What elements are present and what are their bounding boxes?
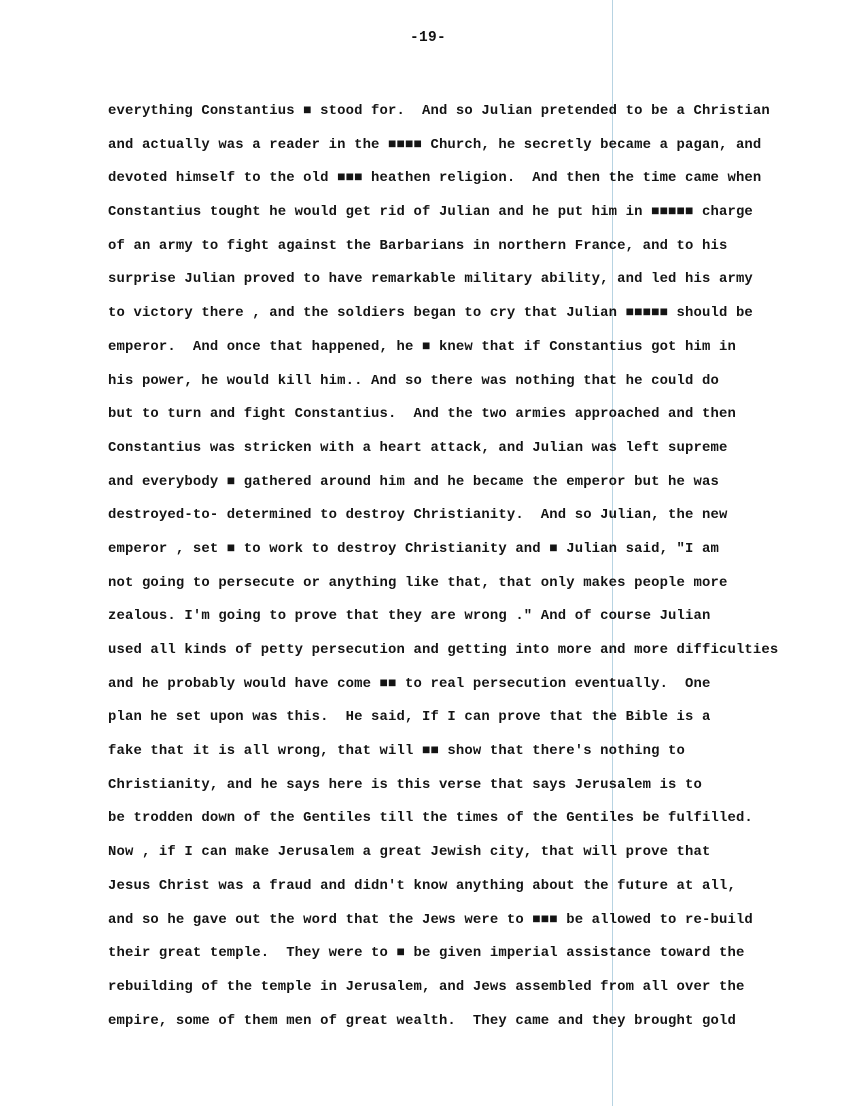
text-line: and he probably would have come ■■ to real persecution eventually. One xyxy=(108,675,711,692)
text-line: emperor. And once that happened, he ■ knew that if Constantius got him in xyxy=(108,338,736,355)
body-text xyxy=(108,100,778,1043)
text-line: empire, some of them men of great wealth. They came and they brought gold xyxy=(108,1012,736,1029)
text-line: destroyed-to- determined to destroy Christianity. And so Julian, the new xyxy=(108,507,728,524)
text-line: devoted himself to the old ■■■ heathen religion. And then the time came when xyxy=(108,170,762,187)
text-line: and everybody ■ gathered around him and he became the emperor but he was xyxy=(108,473,719,490)
text-line: and actually was a reader in the ■■■■ Church, he secretly became a pagan, and xyxy=(108,136,762,153)
text-line: emperor , set ■ to work to destroy Christianity and ■ Julian said, "I am xyxy=(108,540,719,557)
text-line: Now , if I can make Jerusalem a great Jewish city, that will prove that xyxy=(108,844,711,861)
text-line: be trodden down of the Gentiles till the times of the Gentiles be fulfilled. xyxy=(108,810,753,827)
page-number: -19- xyxy=(409,30,446,46)
text-line: Constantius tought he would get rid of Julian and he put him in ■■■■■ charge xyxy=(108,204,753,221)
text-line: their great temple. They were to ■ be given imperial assistance toward the xyxy=(108,945,745,962)
text-line: fake that it is all wrong, that will ■■ show that there's nothing to xyxy=(108,743,686,760)
text-line: Christianity, and he says here is this verse that says Jerusalem is to xyxy=(108,776,703,793)
text-line: zealous. I'm going to prove that they are wrong ." And of course Julian xyxy=(108,608,711,625)
text-line: of an army to fight against the Barbarians in northern France, and to his xyxy=(108,237,728,254)
text-line: and so he gave out the word that the Jews were to ■■■ be allowed to re-build xyxy=(108,911,753,928)
text-line: to victory there , and the soldiers began to cry that Julian ■■■■■ should be xyxy=(108,305,753,322)
text-line: not going to persecute or anything like that, that only makes people more xyxy=(108,574,728,591)
text-line: rebuilding of the temple in Jerusalem, and Jews assembled from all over the xyxy=(108,978,745,995)
text-line: Constantius was stricken with a heart attack, and Julian was left supreme xyxy=(108,439,728,456)
text-line: used all kinds of petty persecution and getting into more and more difficulties xyxy=(108,642,779,658)
text-line: everything Constantius ■ stood for. And so Julian pretended to be a Christian xyxy=(108,103,770,119)
text-line: but to turn and fight Constantius. And the two armies approached and then xyxy=(108,406,736,423)
text-line: plan he set upon was this. He said, If I can prove that the Bible is a xyxy=(108,709,711,726)
text-line: surprise Julian proved to have remarkable military ability, and led his army xyxy=(108,271,753,288)
text-line: his power, he would kill him.. And so there was nothing that he could do xyxy=(108,372,719,389)
text-line: Jesus Christ was a fraud and didn't know anything about the future at all, xyxy=(108,877,736,894)
